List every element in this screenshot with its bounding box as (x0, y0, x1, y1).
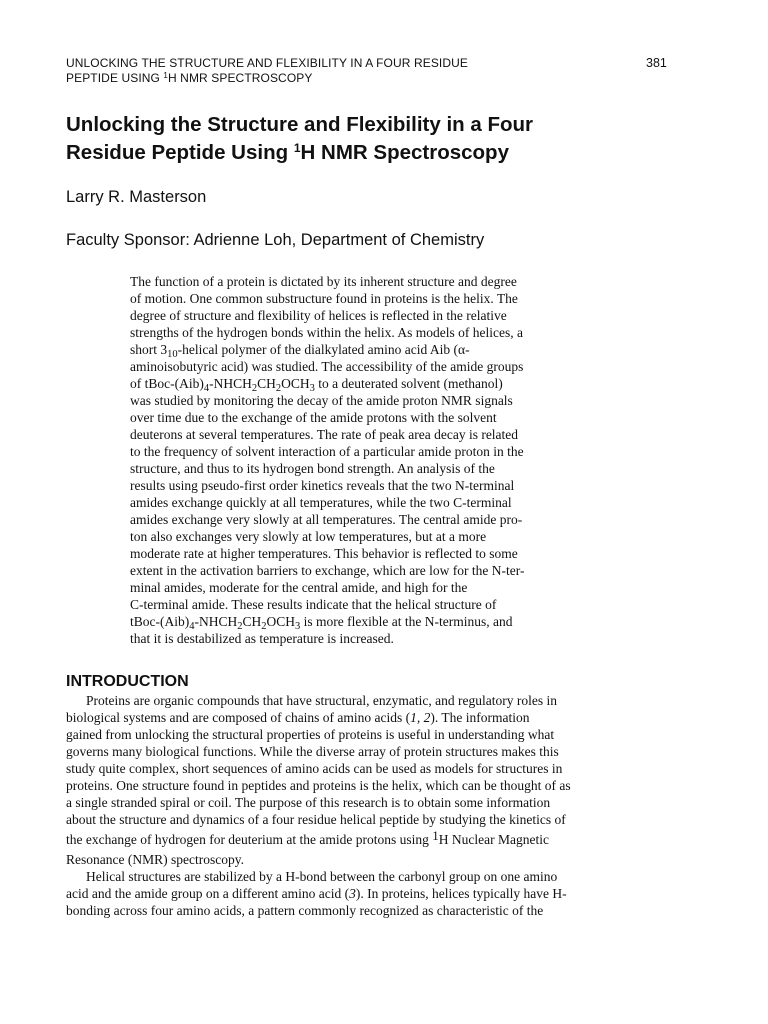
abstract (130, 273, 610, 647)
abstract-line: moderate rate at higher temperatures. This behavior is reflected to some (130, 546, 518, 561)
abstract-line: structure, and thus to its hydrogen bond strength. An analysis of the (130, 461, 495, 476)
title-line-2: Residue Peptide Using $^1$H NMR Spectroscopy (66, 141, 509, 164)
abstract-line: deuterons at several temperatures. The rate of peak area decay is related (130, 427, 519, 442)
body-line: governs many biological functions. While the diverse array of protein structures makes this (66, 744, 559, 759)
introduction-body (66, 692, 676, 919)
running-head-line-2: PEPTIDE USING $^1$H NMR SPECTROSCOPY (66, 71, 313, 85)
abstract-line: strengths of the hydrogen bonds within the helix. As models of helices, a (130, 325, 523, 340)
body-line: bonding across four amino acids, a pattern commonly recognized as characteristic of the (66, 903, 544, 918)
abstract-line: degree of structure and flexibility of helices is reflected in the relative (130, 308, 507, 323)
abstract-line: that it is destabilized as temperature is increased. (130, 631, 394, 646)
abstract-line: amides exchange very slowly at all temperatures. The central amide pro- (130, 512, 523, 527)
abstract-line: C-terminal amide. These results indicate that the helical structure of (130, 597, 497, 612)
abstract-line: over time due to the exchange of the amide protons with the solvent (130, 410, 497, 425)
body-line: gained from unlocking the structural properties of proteins is useful in understanding what (66, 727, 555, 742)
body-line: biological systems and are composed of chains of amino acids (1, 2). The information (66, 710, 530, 725)
body-line: study quite complex, short sequences of amino acids can be used as models for structures in (66, 761, 563, 776)
abstract-line: to the frequency of solvent interaction of a particular amide proton in the (130, 444, 524, 459)
citation: 1, 2 (410, 710, 431, 725)
abstract-line: results using pseudo-first order kinetics reveals that the two N-terminal (130, 478, 515, 493)
body-line: acid and the amide group on a different amino acid (3). In proteins, helices typically have H- (66, 886, 567, 901)
abstract-line: of motion. One common substructure found in proteins is the helix. The (130, 291, 518, 306)
abstract-line: tBoc-$(Aib)_4-NHCH_2CH_2OCH_3$ is more flexible at the N-terminus, and (130, 614, 513, 632)
body-line: a single stranded spiral or coil. The purpose of this research is to obtain some information (66, 795, 551, 810)
abstract-line: The function of a protein is dictated by its inherent structure and degree (130, 274, 517, 289)
page-number: 381 (646, 56, 667, 70)
body-line: proteins. One structure found in peptides and proteins is the helix, which can be thought of as (66, 778, 571, 793)
faculty-sponsor: Faculty Sponsor: Adrienne Loh, Department of Chemistry (66, 231, 485, 249)
abstract-line: short $3_{10}$-helical polymer of the dialkylated amino acid Aib (α- (130, 342, 470, 360)
body-line: Resonance (NMR) spectroscopy. (66, 852, 244, 867)
abstract-line: ton also exchanges very slowly at low temperatures, but at a more (130, 529, 487, 544)
body-line: Helical structures are stabilized by a H-bond between the carbonyl group on one amino (86, 869, 558, 884)
paper-title (66, 111, 696, 167)
abstract-line: aminoisobutyric acid) was studied. The accessibility of the amide groups (130, 359, 524, 374)
abstract-line: extent in the activation barriers to exchange, which are low for the N-ter- (130, 563, 525, 578)
citation: 3 (349, 886, 356, 901)
introduction-heading: INTRODUCTION (66, 673, 189, 690)
abstract-line: minal amides, moderate for the central amide, and high for the (130, 580, 468, 595)
running-head-line-1: UNLOCKING THE STRUCTURE AND FLEXIBILITY IN A FOUR RESIDUE (66, 56, 468, 70)
abstract-line: of tBoc-$(Aib)_4-NHCH_2CH_2OCH_3$ to a deuterated solvent (methanol) (130, 376, 503, 394)
body-line: the exchange of hydrogen for deuterium at the amide protons using 1H Nuclear Magnetic (66, 828, 549, 847)
author-name: Larry R. Masterson (66, 188, 207, 206)
title-line-1: Unlocking the Structure and Flexibility in a Four (66, 113, 533, 136)
body-line: about the structure and dynamics of a four residue helical peptide by studying the kinetics of (66, 812, 566, 827)
body-line: Proteins are organic compounds that have structural, enzymatic, and regulatory roles in (86, 693, 557, 708)
abstract-line: amides exchange quickly at all temperatures, while the two C-terminal (130, 495, 512, 510)
running-head (66, 56, 670, 86)
abstract-line: was studied by monitoring the decay of the amide proton NMR signals (130, 393, 513, 408)
